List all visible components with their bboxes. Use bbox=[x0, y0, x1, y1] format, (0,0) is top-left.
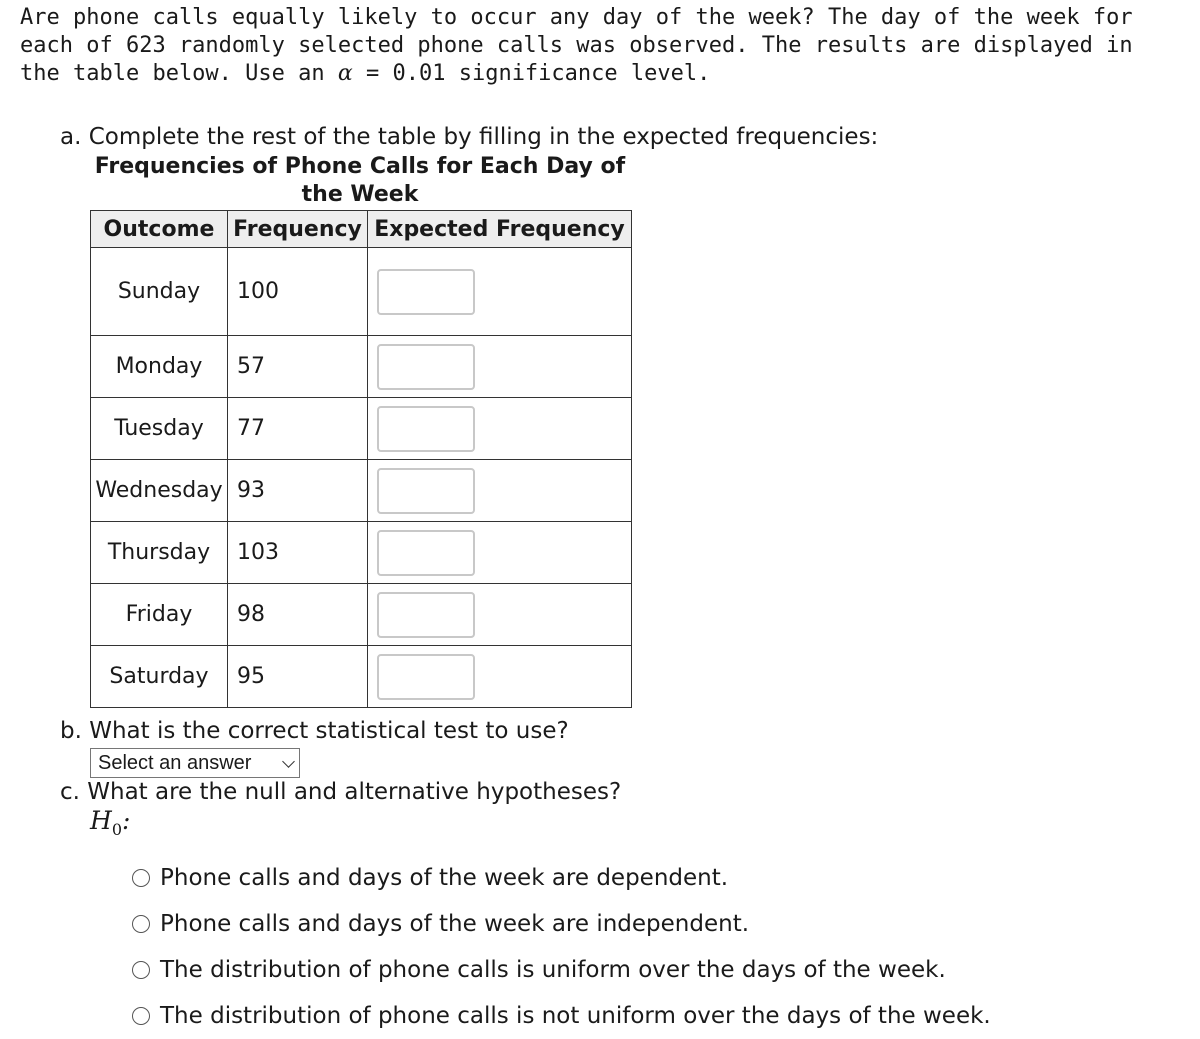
table-caption: Frequencies of Phone Calls for Each Day of the Week bbox=[94, 154, 626, 207]
radio-button[interactable] bbox=[132, 869, 150, 887]
question-intro bbox=[20, 4, 1180, 88]
frequency-cell: 103 bbox=[228, 522, 368, 584]
option-label: Phone calls and days of the week are dependent. bbox=[160, 865, 729, 891]
expected-frequency-input[interactable] bbox=[377, 592, 475, 638]
frequency-cell: 100 bbox=[228, 248, 368, 336]
h0-option[interactable] bbox=[132, 901, 991, 947]
table-row bbox=[91, 584, 632, 646]
intro-text: Are phone calls equally likely to occur any day of the week? The day of the week for each of 623 randomly selected phone calls was observed. The results are displayed in the table below. Use an bbox=[20, 5, 1133, 86]
frequency-cell: 93 bbox=[228, 460, 368, 522]
day-cell: Thursday bbox=[91, 522, 228, 584]
day-cell: Saturday bbox=[91, 646, 228, 708]
h0-options bbox=[132, 855, 991, 1039]
alpha-symbol: α bbox=[337, 61, 353, 86]
part-a-prompt: a. Complete the rest of the table by filling in the expected frequencies: bbox=[60, 124, 879, 150]
chevron-down-icon bbox=[282, 755, 295, 768]
expected-frequency-input[interactable] bbox=[377, 344, 475, 390]
table-row bbox=[91, 336, 632, 398]
day-cell: Tuesday bbox=[91, 398, 228, 460]
expected-cell bbox=[368, 398, 632, 460]
radio-button[interactable] bbox=[132, 915, 150, 933]
expected-frequency-input[interactable] bbox=[377, 530, 475, 576]
day-cell: Sunday bbox=[91, 248, 228, 336]
expected-frequency-input[interactable] bbox=[377, 654, 475, 700]
expected-cell bbox=[368, 248, 632, 336]
frequency-cell: 98 bbox=[228, 584, 368, 646]
h0-option[interactable] bbox=[132, 947, 991, 993]
option-label: The distribution of phone calls is uniform over the days of the week. bbox=[160, 957, 946, 983]
h0-subscript: 0 bbox=[111, 820, 122, 839]
radio-button[interactable] bbox=[132, 961, 150, 979]
table-header-row bbox=[91, 211, 632, 248]
expected-cell bbox=[368, 522, 632, 584]
header-expected-frequency: Expected Frequency bbox=[368, 211, 632, 248]
day-cell: Friday bbox=[91, 584, 228, 646]
header-frequency: Frequency bbox=[228, 211, 368, 248]
select-value: Select an answer bbox=[98, 752, 252, 774]
h0-option[interactable] bbox=[132, 855, 991, 901]
option-label: Phone calls and days of the week are independent. bbox=[160, 911, 750, 937]
option-label: The distribution of phone calls is not uniform over the days of the week. bbox=[160, 1003, 991, 1029]
expected-frequency-input[interactable] bbox=[377, 406, 475, 452]
h0-letter: H bbox=[90, 806, 112, 835]
table-row bbox=[91, 248, 632, 336]
header-outcome: Outcome bbox=[91, 211, 228, 248]
expected-cell bbox=[368, 336, 632, 398]
h0-option[interactable] bbox=[132, 993, 991, 1039]
expected-cell bbox=[368, 584, 632, 646]
null-hypothesis-label bbox=[90, 806, 130, 839]
table-row bbox=[91, 398, 632, 460]
expected-cell bbox=[368, 460, 632, 522]
part-b-prompt: b. What is the correct statistical test to use? bbox=[60, 718, 569, 744]
frequency-table bbox=[90, 210, 632, 708]
part-c-prompt: c. What are the null and alternative hypotheses? bbox=[60, 779, 622, 805]
day-cell: Monday bbox=[91, 336, 228, 398]
expected-frequency-input[interactable] bbox=[377, 269, 475, 315]
expected-cell bbox=[368, 646, 632, 708]
frequency-cell: 77 bbox=[228, 398, 368, 460]
test-select-dropdown[interactable] bbox=[90, 748, 300, 778]
frequency-cell: 95 bbox=[228, 646, 368, 708]
h0-colon: : bbox=[122, 806, 131, 835]
intro-text-end: = 0.01 significance level. bbox=[352, 61, 711, 86]
table-row bbox=[91, 522, 632, 584]
radio-button[interactable] bbox=[132, 1007, 150, 1025]
day-cell: Wednesday bbox=[91, 460, 228, 522]
table-row bbox=[91, 460, 632, 522]
frequency-cell: 57 bbox=[228, 336, 368, 398]
expected-frequency-input[interactable] bbox=[377, 468, 475, 514]
table-row bbox=[91, 646, 632, 708]
